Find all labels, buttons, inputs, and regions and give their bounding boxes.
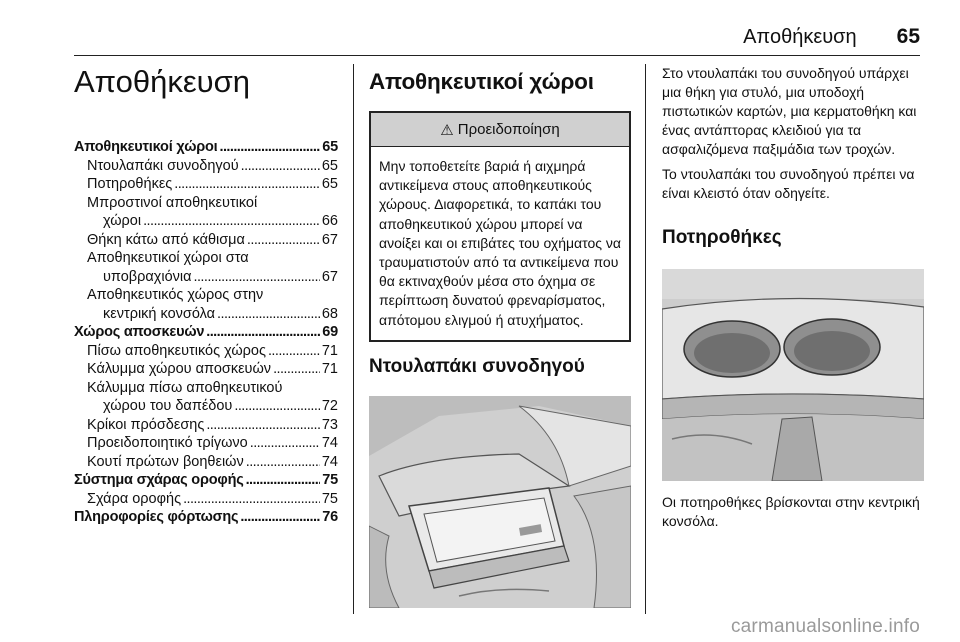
- toc-leader-dots: [194, 268, 320, 287]
- column-divider: [353, 64, 354, 614]
- toc-leader-dots: [250, 434, 320, 453]
- toc-entry-text: Αποθηκευτικοί χώροι: [74, 139, 218, 155]
- toc-page-number: 65: [321, 176, 338, 192]
- toc-entry[interactable]: [74, 157, 338, 176]
- glovebox-paragraph: Στο ντουλαπάκι του συνοδηγού υπάρχει μια θήκη για στυλό, μια υποδοχή πιστωτικών καρτών, μια κερματοθήκη και ένας αντάπτορας κλειδιού για τα ασφαλιζόμενα παξιμάδια των τροχών.: [662, 65, 917, 157]
- toc-page-number: 67: [321, 231, 338, 248]
- toc-page-number: 65: [322, 139, 338, 155]
- toc-page-number: 65: [321, 157, 338, 174]
- toc-entry[interactable]: Αποθηκευτικός χώρος στην: [87, 287, 264, 303]
- toc-leader-dots: [241, 157, 320, 176]
- toc-entry[interactable]: [74, 434, 338, 453]
- toc-entry-text: Προειδοποιητικό τρίγωνο: [87, 435, 248, 451]
- toc-entry-text: Κάλυμμα χώρου αποσκευών: [87, 361, 272, 377]
- toc-entry[interactable]: [74, 416, 338, 435]
- toc-entry-text: Θήκη κάτω από κάθισμα: [87, 231, 245, 248]
- toc-entry[interactable]: [74, 231, 338, 250]
- running-head-title: Αποθήκευση: [743, 25, 857, 48]
- toc-entry-text: Ντουλαπάκι συνοδηγού: [87, 157, 239, 174]
- toc-leader-dots: [240, 508, 320, 527]
- toc-entry-text: Κρίκοι πρόσδεσης: [87, 416, 205, 433]
- toc-leader-dots: [220, 138, 321, 157]
- toc-page-number: 74: [321, 435, 338, 451]
- section-title: Αποθηκευτικοί χώροι: [369, 69, 594, 94]
- toc-leader-dots: [268, 342, 320, 361]
- cupholders-caption: Οι ποτηροθήκες βρίσκονται στην κεντρική κονσόλα.: [662, 494, 920, 529]
- toc-column: [74, 60, 338, 527]
- toc-entry-text: Ποτηροθήκες: [87, 176, 173, 192]
- toc-entry[interactable]: Κάλυμμα πίσω αποθηκευτικού: [87, 379, 283, 396]
- header-rule: [74, 55, 920, 56]
- toc-entry[interactable]: [74, 490, 338, 509]
- cupholders-drawing: [662, 269, 924, 481]
- chapter-title: Αποθήκευση: [74, 64, 250, 99]
- glovebox-illustration: [369, 396, 631, 608]
- toc-entry-text: Σχάρα οροφής: [87, 490, 182, 507]
- toc-page-number: 66: [321, 213, 338, 229]
- toc-leader-dots: [143, 212, 320, 231]
- cupholders-title: Ποτηροθήκες: [662, 227, 782, 248]
- warning-text: Μην τοποθετείτε βαριά ή αιχμηρά αντικείμενα στους αποθηκευτικούς χώρους. Διαφορετικά, το καπάκι του αποθηκευτικού χώρου μπορεί να ανοίξει και οι επιβάτες του οχήματος να τραυματιστούν από τα αντικείμενα που θα εκτιναχθούν μέσα στο όχημα σε περίπτωση δυνατού φρεναρίσματος, απότομου ελιγμού ή ατυχήματος.: [379, 158, 621, 328]
- toc-leader-dots: [206, 323, 320, 342]
- toc-entry[interactable]: [74, 360, 338, 379]
- toc-entry-text: χώροι: [103, 213, 142, 229]
- toc-page-number: 68: [321, 305, 338, 322]
- toc-page-number: 69: [322, 324, 338, 340]
- toc-heading-entry[interactable]: [74, 138, 338, 157]
- toc-page-number: 73: [321, 416, 338, 433]
- toc-entry-text: Πληροφορίες φόρτωσης: [74, 509, 239, 525]
- table-of-contents: [74, 138, 338, 527]
- toc-entry-text: Σύστημα σχάρας οροφής: [74, 472, 244, 488]
- running-head: [743, 22, 920, 52]
- toc-entry[interactable]: [74, 342, 338, 361]
- toc-entry-text: Χώρος αποσκευών: [74, 324, 205, 340]
- toc-leader-dots: [234, 397, 320, 416]
- toc-entry[interactable]: [74, 212, 338, 231]
- toc-entry[interactable]: [74, 175, 338, 194]
- toc-leader-dots: [246, 471, 321, 490]
- toc-heading-entry[interactable]: [74, 323, 338, 342]
- toc-leader-dots: [273, 360, 320, 379]
- content-column-middle: [369, 60, 631, 608]
- toc-heading-entry[interactable]: [74, 508, 338, 527]
- toc-page-number: 75: [322, 472, 338, 488]
- warning-title: Προειδοποίηση: [457, 121, 560, 138]
- toc-entry[interactable]: [74, 453, 338, 472]
- toc-entry-text: Κουτί πρώτων βοηθειών: [87, 453, 244, 470]
- toc-leader-dots: [183, 490, 320, 509]
- toc-entry-text: χώρου του δαπέδου: [103, 398, 233, 414]
- toc-page-number: 76: [322, 509, 338, 525]
- watermark: carmanualsonline.info: [730, 616, 920, 637]
- toc-entry[interactable]: Μπροστινοί αποθηκευτικοί: [87, 194, 258, 211]
- cupholders-illustration: [662, 269, 924, 481]
- toc-page-number: 71: [321, 342, 338, 359]
- content-column-right: [662, 60, 928, 531]
- toc-page-number: 67: [321, 268, 338, 285]
- toc-entry-text: υποβραχιόνια: [103, 268, 192, 285]
- glovebox-paragraph-closed: Το ντουλαπάκι του συνοδηγού πρέπει να είναι κλειστό όταν οδηγείτε.: [662, 166, 915, 201]
- toc-leader-dots: [247, 231, 320, 250]
- toc-page-number: 72: [321, 398, 338, 414]
- toc-page-number: 71: [321, 361, 338, 377]
- toc-leader-dots: [174, 175, 320, 194]
- toc-entry[interactable]: [74, 268, 338, 287]
- toc-leader-dots: [246, 453, 320, 472]
- warning-triangle-icon: ⚠: [440, 121, 454, 139]
- warning-box: [369, 111, 631, 342]
- toc-heading-entry[interactable]: [74, 471, 338, 490]
- column-divider: [645, 64, 646, 614]
- toc-entry-text: Πίσω αποθηκευτικός χώρος: [87, 342, 266, 359]
- glovebox-title: Ντουλαπάκι συνοδηγού: [369, 355, 585, 377]
- toc-entry-text: κεντρική κονσόλα: [103, 305, 216, 322]
- warning-header: [371, 113, 629, 147]
- toc-leader-dots: [217, 305, 320, 324]
- toc-page-number: 74: [321, 453, 338, 470]
- toc-entry[interactable]: Αποθηκευτικοί χώροι στα: [87, 250, 249, 266]
- toc-page-number: 75: [321, 490, 338, 507]
- toc-entry[interactable]: [74, 397, 338, 416]
- toc-entry[interactable]: [74, 305, 338, 324]
- toc-leader-dots: [206, 416, 320, 435]
- glovebox-drawing: [369, 396, 631, 608]
- page-number: 65: [896, 25, 920, 48]
